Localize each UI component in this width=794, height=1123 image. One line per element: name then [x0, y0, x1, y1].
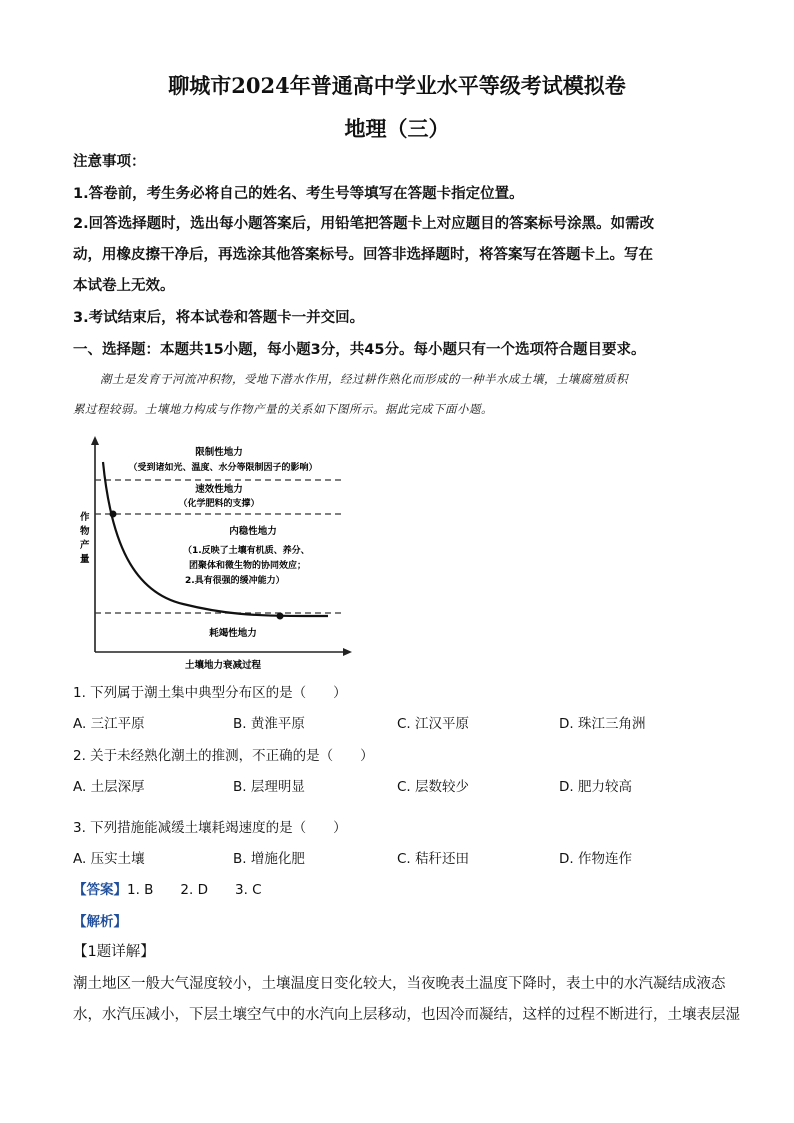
question-2-stem: 2. 关于未经熟化潮土的推测，不正确的是（ ）: [73, 748, 374, 764]
analysis-detail-tag: 【1题详解】: [73, 944, 155, 960]
notice-item-3: 3.考试结束后，将本试卷和答题卡一并交回。: [73, 310, 365, 326]
notice-item-2-cont: 动，用橡皮擦干净后，再选涂其他答案标号。回答非选择题时，将答案写在答题卡上。写在: [73, 247, 653, 263]
question-2-option-a: A. 土层深厚: [73, 779, 145, 795]
y-label-char-3: 产: [80, 540, 90, 551]
y-label-char-2: 物: [80, 526, 90, 537]
exam-subtitle: 地理（三）: [344, 116, 450, 141]
exam-title: 聊城市2024年普通高中学业水平等级考试模拟卷: [168, 73, 626, 98]
notice-item-2-end: 本试卷上无效。: [73, 278, 175, 294]
question-3-option-b: B. 增施化肥: [233, 851, 305, 867]
zone1-note: （受到诸如光、温度、水分等限制因子的影响）: [128, 463, 318, 473]
y-axis-arrow: [91, 436, 99, 445]
intro-line-1: 潮土是发育于河流冲积物，受地下潜水作用，经过耕作熟化而形成的一种半水成土壤，土壤腐殖质积: [100, 372, 628, 386]
intro-line-2: 累过程较弱。土壤地力构成与作物产量的关系如下图所示。据此完成下面小题。: [73, 402, 493, 416]
question-3-option-a: A. 压实土壤: [73, 851, 145, 867]
notice-heading: 注意事项：: [73, 154, 146, 170]
figure-svg: [73, 432, 363, 672]
zone2-title: 速效性地力: [195, 484, 243, 495]
zone3-line-3: 2.具有很强的缓冲能力）: [185, 576, 285, 586]
notice-item-1: 1.答卷前，考生务必将自己的姓名、考生号等填写在答题卡指定位置。: [73, 186, 524, 202]
x-axis-arrow: [343, 648, 352, 656]
y-label-char-1: 作: [80, 512, 90, 523]
zone3-title: 内稳性地力: [229, 526, 277, 537]
zone3-line-2: 团聚体和微生物的协同效应；: [189, 561, 307, 571]
question-3-stem: 3. 下列措施能减缓土壤耗竭速度的是（ ）: [73, 820, 347, 836]
section-heading: 一、选择题：本题共15小题，每小题3分，共45分。每小题只有一个选项符合题目要求。: [73, 342, 646, 358]
question-1-option-c: C. 江汉平原: [397, 716, 470, 732]
answer-text: 1. B 2. D 3. C: [127, 882, 262, 898]
zone4-title: 耗竭性地力: [209, 628, 257, 639]
question-1-option-d: D. 珠江三角洲: [559, 716, 646, 732]
zone1-title: 限制性地力: [195, 447, 243, 458]
zone3-line-1: （1.反映了土壤有机质、养分、: [183, 546, 310, 556]
question-2-option-c: C. 层数较少: [397, 779, 470, 795]
y-label-char-4: 量: [80, 554, 90, 565]
answer-line: [73, 878, 262, 898]
x-axis-label: 土壤地力衰减过程: [184, 660, 262, 671]
analysis-line-2: 水，水汽压减小，下层土壤空气中的水汽向上层移动，也因冷而凝结，这样的过程不断进行，土壤表层湿: [73, 1007, 740, 1023]
question-3-option-d: D. 作物连作: [559, 851, 632, 867]
question-1-stem: 1. 下列属于潮土集中典型分布区的是（ ）: [73, 685, 347, 701]
curve-point-lower: [277, 613, 284, 620]
analysis-tag: 【解析】: [73, 914, 127, 930]
question-2-option-d: D. 肥力较高: [559, 779, 632, 795]
question-1-option-a: A. 三江平原: [73, 716, 145, 732]
zone2-note: （化学肥料的支撑）: [178, 499, 260, 509]
analysis-heading: [73, 910, 127, 930]
curve-point-upper: [110, 511, 117, 518]
answer-tag: 【答案】: [73, 882, 127, 898]
soil-fertility-figure: [73, 432, 363, 672]
question-3-option-c: C. 秸秆还田: [397, 851, 470, 867]
notice-item-2: 2.回答选择题时，选出每小题答案后，用铅笔把答题卡上对应题目的答案标号涂黑。如需改: [73, 216, 655, 232]
question-2-option-b: B. 层理明显: [233, 779, 305, 795]
analysis-line-1: 潮土地区一般大气湿度较小，土壤温度日变化较大，当夜晚表土温度下降时，表土中的水汽凝结成液态: [73, 976, 726, 992]
question-1-option-b: B. 黄淮平原: [233, 716, 305, 732]
